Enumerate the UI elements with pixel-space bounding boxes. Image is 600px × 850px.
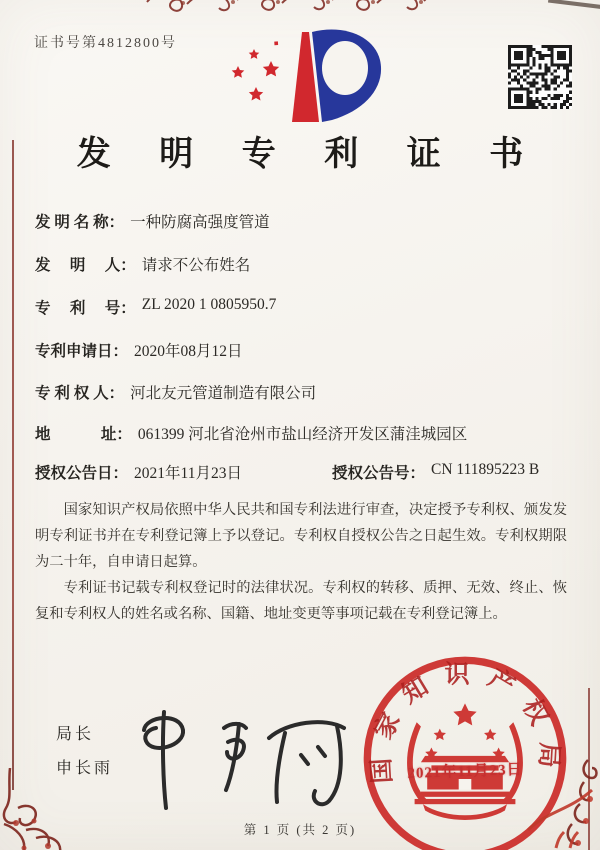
field-inventor: [35, 253, 575, 275]
cnipa-logo-icon: [214, 28, 386, 126]
top-border-ornament-icon: [142, 0, 442, 16]
field-value: 请求不公布姓名: [141, 257, 251, 274]
field-value: CN 111895223 B: [431, 461, 540, 478]
legal-text-block: [35, 497, 567, 627]
field-value: 河北友元管道制造有限公司: [130, 385, 317, 402]
field-label: 专 利 号：: [35, 300, 136, 317]
photo-edge-line: [548, 0, 600, 10]
field-label: 发 明 人：: [35, 257, 136, 274]
page-number: 第 1 页 (共 2 页): [243, 823, 357, 837]
director-title: 局长: [56, 726, 95, 743]
qr-code: [508, 45, 572, 109]
field-value: 061399 河北省沧州市盐山经济开发区蒲洼城园区: [137, 426, 468, 443]
field-invention-name: [35, 210, 575, 232]
field-grant-date: [35, 461, 242, 483]
field-label: 专利申请日：: [35, 343, 129, 360]
legal-paragraph-1: 国家知识产权局依照中华人民共和国专利法进行审查，决定授予专利权、颁发发明专利证书并在专利登记簿上予以登记。专利权自授权公告之日起生效。专利权期限为二十年，自申请日起算。: [35, 502, 567, 571]
field-value: 2020年08月12日: [134, 343, 243, 360]
field-label: 发 明 名 称：: [35, 214, 125, 231]
seal-date-stamp: 2021年11月23日: [407, 761, 523, 783]
field-value: ZL 2020 1 0805950.7: [141, 296, 277, 313]
field-address: [35, 422, 575, 444]
field-value: 2021年11月23日: [134, 465, 242, 482]
seal-ring-text: 国家知识产权局: [367, 661, 563, 785]
field-filing-date: [35, 339, 575, 361]
legal-paragraph-2: 专利证书记载专利权登记时的法律状况。专利权的转移、质押、无效、终止、恢复和专利权人的姓名或名称、国籍、地址变更等事项记载在专利登记簿上。: [35, 580, 567, 623]
left-edge-rule: [12, 140, 14, 790]
field-patent-number: [35, 296, 575, 318]
field-grant-row: [35, 461, 575, 483]
field-patentee: [35, 381, 575, 403]
certificate-title: 发 明 专 利 证 书: [76, 136, 544, 173]
field-label: 授权公告日：: [35, 465, 129, 482]
field-label: 专 利 权 人：: [35, 385, 125, 402]
field-label: 地 址：: [35, 426, 132, 443]
signature-handwriting-icon: [128, 688, 363, 818]
field-value: 一种防腐高强度管道: [130, 214, 270, 231]
certificate-number: 证书号第4812800号: [34, 36, 177, 51]
field-label: 授权公告号：: [332, 465, 426, 482]
field-grant-number: [332, 461, 539, 483]
director-name: 申长雨: [56, 759, 114, 777]
